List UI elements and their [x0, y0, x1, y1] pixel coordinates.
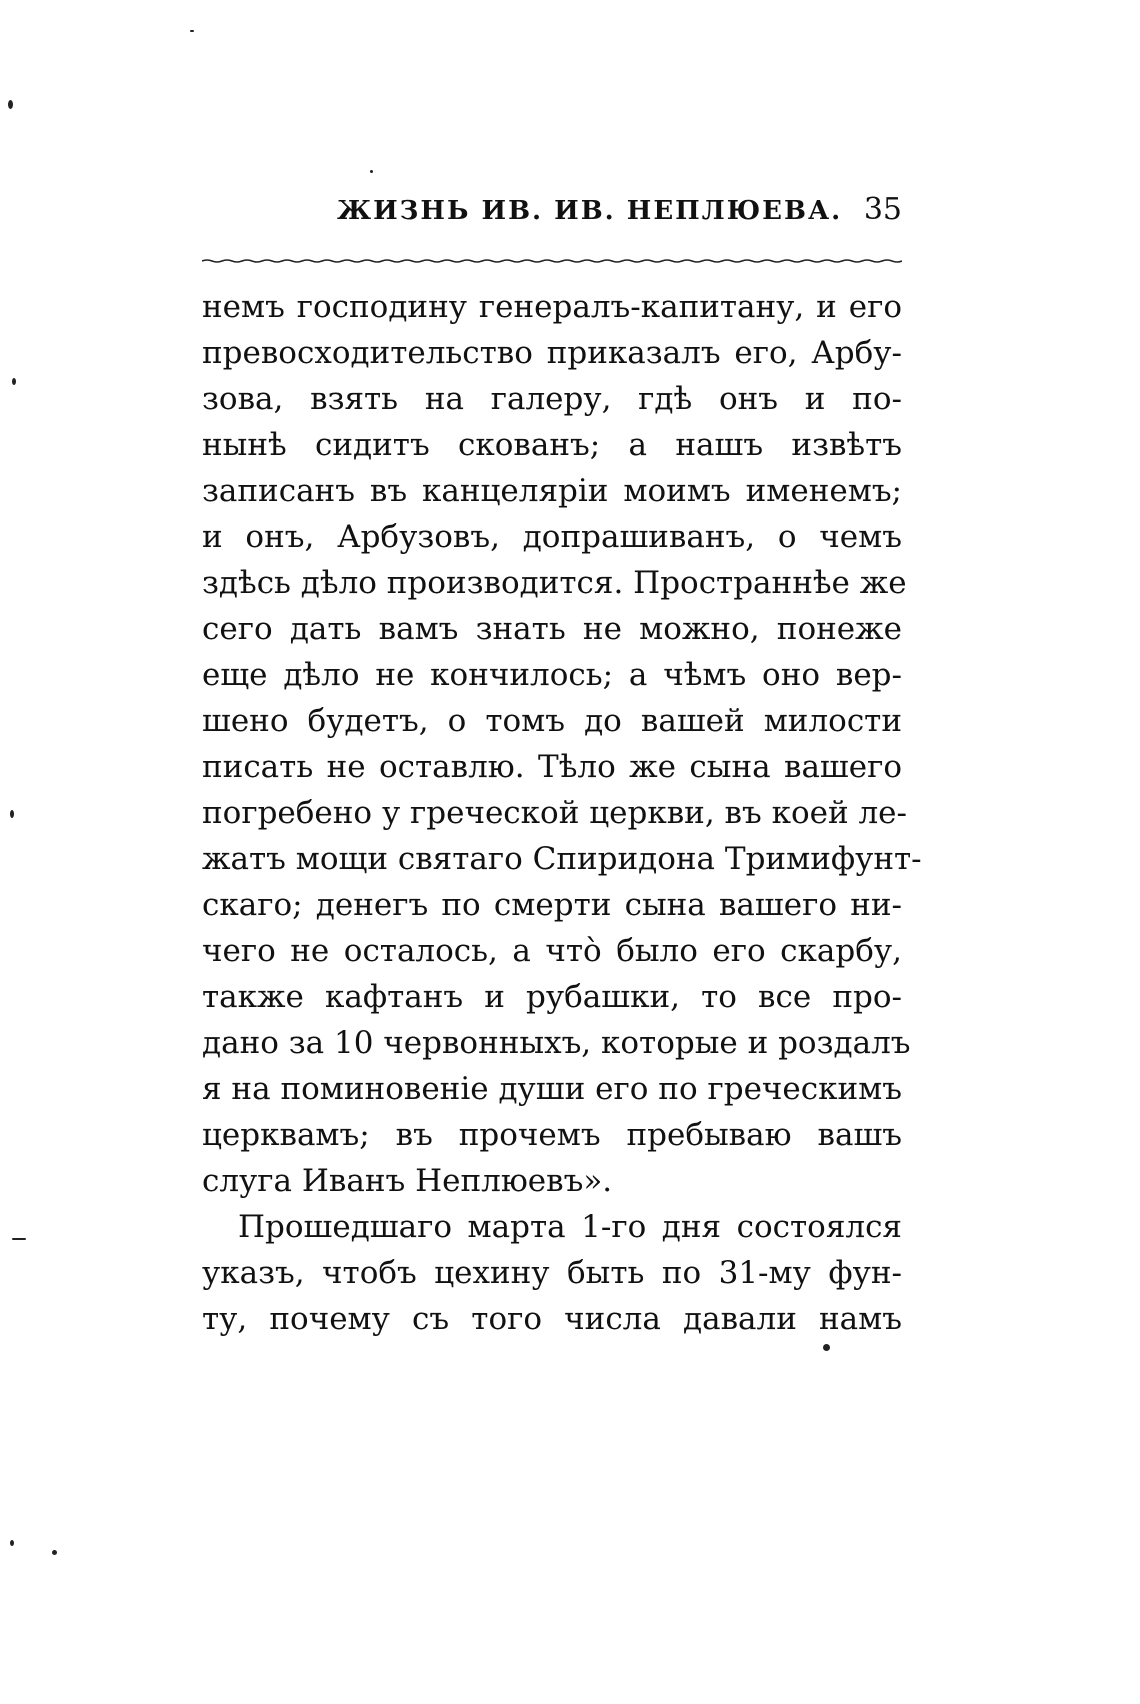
- scan-speck: [10, 810, 14, 818]
- text-line: еще дѣло не кончилось; а чѣмъ оно вер-: [202, 657, 902, 693]
- text-line: нынѣ сидитъ скованъ; а нашъ извѣтъ: [202, 427, 902, 463]
- scan-speck: [190, 30, 194, 32]
- text-line: ту, почему съ того числа давали намъ: [202, 1301, 902, 1337]
- running-title: ЖИЗНЬ ИВ. ИВ. НЕПЛЮЕВА.: [337, 196, 843, 226]
- text-line: превосходительство приказалъ его, Арбу-: [202, 335, 902, 371]
- text-line: скаго; денегъ по смерти сына вашего ни-: [202, 887, 902, 923]
- text-line: и онъ, Арбузовъ, допрашиванъ, о чемъ: [202, 519, 902, 555]
- scan-speck: [8, 100, 13, 109]
- text-line: слуга Иванъ Неплюевъ».: [202, 1163, 613, 1199]
- text-line: зова, взять на галеру, гдѣ онъ и по-: [202, 381, 902, 417]
- text-line: погребено у греческой церкви, въ коей ле-: [202, 795, 907, 831]
- text-line: также кафтанъ и рубашки, то все про-: [202, 979, 902, 1015]
- header-rule: [202, 258, 902, 263]
- text-line: шено будетъ, о томъ до вашей милости: [202, 703, 902, 739]
- text-line: я на поминовеніе души его по греческимъ: [202, 1071, 902, 1107]
- body-text: [202, 284, 922, 1342]
- text-line: дано за 10 червонныхъ, которые и роздалъ: [202, 1025, 911, 1061]
- text-line: записанъ въ канцеляріи моимъ именемъ;: [202, 473, 902, 509]
- scan-speck: [52, 1550, 57, 1555]
- text-line: сего дать вамъ знать не можно, понеже: [202, 611, 902, 647]
- page-number: 35: [863, 192, 902, 227]
- text-line: указъ, чтобъ цехину быть по 31-му фун-: [202, 1255, 902, 1291]
- scan-speck: [10, 1540, 14, 1546]
- running-head: [202, 192, 902, 236]
- scan-speck: [823, 1344, 830, 1351]
- text-line: здѣсь дѣло производится. Пространнѣе же: [202, 565, 907, 601]
- text-line: чего не осталось, а что̀ было его скарбу,: [202, 933, 902, 969]
- scan-speck: [370, 170, 373, 173]
- scan-speck: [12, 378, 16, 385]
- text-line: Прошедшаго марта 1-го дня состоялся: [238, 1209, 902, 1245]
- text-line: церквамъ; въ прочемъ пребываю вашъ: [202, 1117, 902, 1153]
- text-line: писать не оставлю. Тѣло же сына вашего: [202, 749, 902, 785]
- text-line: немъ господину генералъ-капитану, и его: [202, 289, 902, 325]
- scan-speck: [12, 1238, 26, 1240]
- text-line: жатъ мощи святаго Спиридона Тримифунт-: [202, 841, 922, 877]
